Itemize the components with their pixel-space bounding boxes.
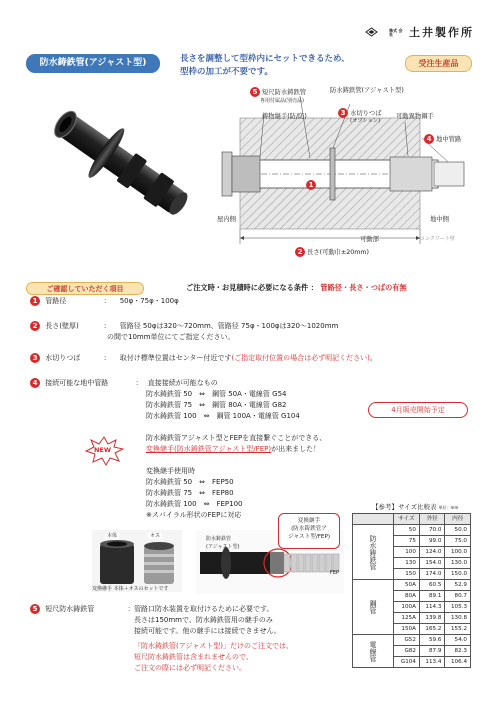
table-cell: 106.4 [445, 657, 471, 668]
table-cell: 80.7 [445, 591, 471, 602]
label-indoor-side: 屋内側 [217, 216, 236, 223]
table-cell: 125A [394, 613, 420, 624]
table-cell: 130.0 [445, 558, 471, 569]
label-underground-side: 地中側 [430, 216, 449, 223]
table-cell: 100A [394, 602, 420, 613]
made-to-order-badge: 受注生産品 [405, 55, 472, 72]
size-comparison-table [352, 513, 471, 668]
new-badge: NEW [94, 446, 112, 454]
item-5-line-2: 長さは150mmで、防水鋳鉄管用の継手のみ [134, 616, 273, 624]
label-option: (オプション) [350, 118, 381, 124]
table-group-label: 防水鋳鉄管 [353, 525, 394, 580]
item-5-warning-3: ご注文の際には必ず明記ください。 [134, 664, 246, 672]
headline: 長さを調整して型枠内にセットできるため、 型枠の加工が不要です。 [180, 54, 350, 77]
item-5: 5 短尺防水鋳鉄管 ： [30, 604, 137, 615]
direct-connection-3: 防水鋳鉄管 100 ⇔ 鋼管 100A・電線管 G104 [146, 412, 300, 420]
label-concrete: コンクリート壁 [420, 236, 455, 242]
table-cell: 50A [394, 580, 420, 591]
item-5-line-1: 管路口防水装置を取付けるために必要です。 [134, 605, 274, 613]
item-4: 4 接続可能な地中管路 ： 直接接続が可能なもの [30, 378, 218, 389]
label-length: 2 長さ(可動巾±20mm) [295, 247, 369, 257]
table-cell: 50 [394, 525, 420, 536]
fep-connection-3: 防水鋳鉄管 100 ⇔ FEP100 [146, 500, 243, 508]
label-accessory: 専用付属品(別売品) [260, 98, 304, 104]
table-cell: 54.0 [445, 635, 471, 646]
table-cell: 130 [394, 558, 420, 569]
number-badge-4: 4 [424, 134, 434, 144]
table-cell: 80A [394, 591, 420, 602]
table-row [353, 525, 471, 536]
product-photo [40, 100, 200, 230]
table-cell: G52 [394, 635, 420, 646]
table-cell: 114.3 [419, 602, 445, 613]
fep-note: ※スパイラル形状のFEPに対応 [146, 511, 242, 519]
table-body [353, 525, 471, 668]
table-cell: 60.5 [419, 580, 445, 591]
table-cell: 113.4 [419, 657, 445, 668]
company-type: 株式 会社 [389, 28, 403, 37]
table-row [353, 635, 471, 646]
direct-connection-1: 防水鋳鉄管 50 ⇔ 鋼管 50A・電線管 G54 [146, 390, 287, 398]
table-cell: 59.6 [419, 635, 445, 646]
photo-label-body: 本体 [107, 533, 118, 539]
number-badge-1: 1 [306, 180, 316, 190]
table-group-label: 電線管 [353, 635, 394, 668]
table-cell: 100.0 [445, 547, 471, 558]
item-2-line2: の間で10mm単位にてご指定ください。 [107, 333, 235, 341]
item-2: 2 長さ(壁厚) ： 管路径 50φは320〜720mm、管路径 75φ・100φは320〜1020mm [30, 321, 338, 332]
table-cell: 52.9 [445, 580, 471, 591]
fep-connection-1: 防水鋳鉄管 50 ⇔ FEP50 [146, 478, 234, 486]
table-cell: 87.9 [419, 646, 445, 657]
table-cell: 150A [394, 624, 420, 635]
company-name: 株式 会社 土井製作所 [389, 26, 474, 39]
photo-label-male: オス [150, 533, 160, 539]
number-badge-3: 3 [338, 108, 348, 118]
table-cell: 105.3 [445, 602, 471, 613]
table-corner [353, 514, 394, 525]
number-badge-5: 5 [250, 87, 260, 97]
table-cell: 75 [394, 536, 420, 547]
table-cell: 70.0 [419, 525, 445, 536]
label-short-pipe: 5 短尺防水鋳鉄管 [250, 87, 306, 97]
table-cell: 154.0 [419, 558, 445, 569]
confirm-items-tag: ご確認していただく項目 [26, 282, 144, 295]
conversion-joint-photo [92, 530, 182, 592]
label-water-flange: 3 水切りつば [338, 108, 382, 118]
page-title: 防水鋳鉄管(アジャスト型) [26, 54, 160, 73]
photo-label-fep: FEP [330, 570, 340, 576]
table-cell: 124.0 [419, 547, 445, 558]
table-cell: 99.0 [419, 536, 445, 547]
photo-label-adjust: 防水鋳鉄管 [206, 536, 232, 542]
fep-intro-2: 変換継手(防水鋳鉄管アジャスト型/FEP)が出来ました！ [146, 445, 321, 453]
table-cell: 150 [394, 569, 420, 580]
item-5-warning-1: 「防水鋳鉄管(アジャスト型)」だけのご注文では、 [134, 642, 294, 650]
item-5-line-3: 接続可能です。他の継手には接続できません。 [134, 627, 281, 635]
table-group-label: 鋼管 [353, 580, 394, 635]
conversion-joint-callout: 変換継手 (防水鋳鉄管ア ジャスト型/FEP) [278, 513, 340, 549]
header-outer: 外径 [419, 514, 445, 525]
fep-connection-2: 防水鋳鉄管 75 ⇔ FEP80 [146, 489, 234, 497]
company-logo-icon [365, 27, 378, 37]
fep-intro: 防水鋳鉄管アジャスト型とFEPを直接繋ぐことができる、 [146, 434, 327, 442]
table-cell: 165.2 [419, 624, 445, 635]
table-cell: G82 [394, 646, 420, 657]
size-table-title: 【参考】サイズ比較表 単位：mm [372, 503, 459, 511]
table-cell: 130.8 [445, 613, 471, 624]
label-adjust-pipe: 防水鋳鉄管(アジャスト型) [330, 87, 404, 94]
table-cell: 82.3 [445, 646, 471, 657]
label-movable-part: 可動部 [360, 236, 379, 243]
table-cell: 150.0 [445, 569, 471, 580]
order-note: ご注文時・お見積時に必要になる条件 ： 管路径・長さ・つばの有無 [186, 283, 407, 292]
label-pipe-fitting: 鋳物継手(防/防) [262, 113, 307, 120]
table-row [353, 580, 471, 591]
label-adjust-body [306, 180, 316, 190]
fep-heading: 変換継手使用時 [146, 467, 195, 475]
number-badge-2: 2 [295, 247, 305, 257]
item-3: 3 水切りつば ： 取付け標準位置はセンター付近です(ご指定取付位置の場合は必ず明記ください)。 [30, 353, 377, 364]
header-size: サイズ [394, 514, 420, 525]
table-cell: 75.0 [445, 536, 471, 547]
direct-connection-2: 防水鋳鉄管 75 ⇔ 鋼管 80A・電線管 G82 [146, 401, 287, 409]
table-cell: 89.1 [419, 591, 445, 602]
table-cell: 50.0 [445, 525, 471, 536]
item-5-warning-2: 短尺防水鋳鉄管は含まれませんので、 [134, 653, 253, 661]
photo-caption: 変換継手 本体＋オスのセットです [92, 586, 169, 592]
photo-label-adjust-2: (アジャスト型) [206, 544, 240, 550]
table-cell: 155.2 [445, 624, 471, 635]
label-underground-pipe: 4 地中管路 [424, 134, 461, 144]
table-cell: G104 [394, 657, 420, 668]
header-inner: 内径 [445, 514, 471, 525]
label-movable-joint: 可動異物鋼手 [396, 113, 434, 120]
table-header-row [353, 514, 471, 525]
table-cell: 100 [394, 547, 420, 558]
april-release-badge: 4月販売開始予定 [368, 402, 468, 418]
table-cell: 139.8 [419, 613, 445, 624]
item-1: 1 管路径 ： 50φ・75φ・100φ [30, 296, 179, 307]
table-cell: 174.0 [419, 569, 445, 580]
